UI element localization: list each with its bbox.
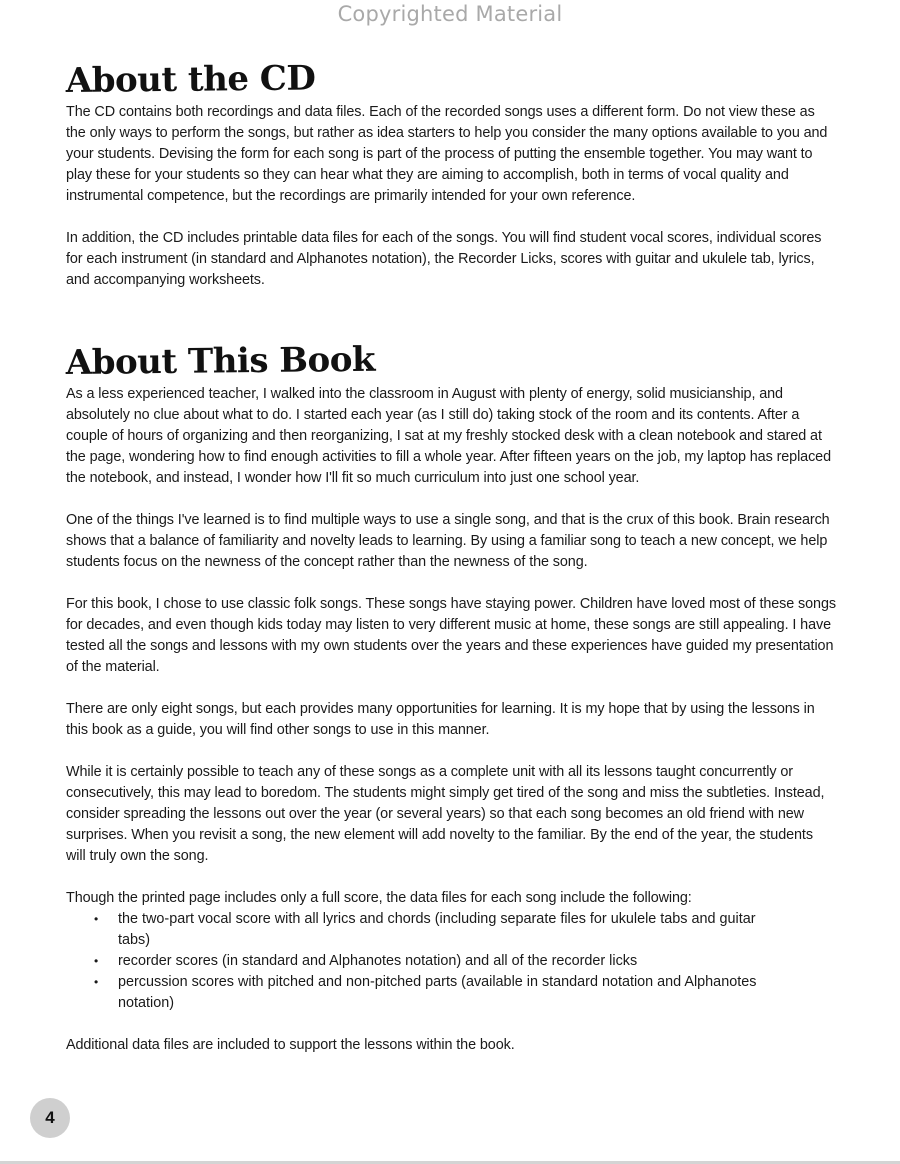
list-item: • recorder scores (in standard and Alphanotes notation) and all of the recorder licks (94, 951, 768, 972)
data-files-list (66, 909, 836, 1014)
about-book-section (65, 339, 836, 1056)
paragraph: The CD contains both recordings and data files. Each of the recorded songs uses a different form. Do not view these as the only ways to perform the songs, but rather as idea starters to help you consider the many options available to you and your students. Devising the form for each song is part of the process of putting the ensemble together. You may want to play these for your students so they can hear what they are aiming to accomplish, both in terms of vocal quality and instrumental competence, but the recordings are primarily intended for your own reference. (66, 104, 828, 204)
paragraph: In addition, the CD includes printable data files for each of the songs. You will find student vocal scores, individual scores for each instrument (in standard and Alphanotes notation), the Recorder Licks, scores with guitar and ukulele tab, lyrics, and accompanying worksheets. (66, 230, 822, 288)
page-number: 4 (45, 1108, 55, 1127)
paragraph: While it is certainly possible to teach any of these songs as a complete unit with all its lessons taught concurrently or consecutively, this may lead to boredom. The students might simply get tired of the song and miss the subtleties. Instead, consider spreading the lessons out over the year (or several years) so that each song becomes an old friend with new surprises. When you revisit a song, the new element will add novelty to the familiar. By the end of the year, the students will truly own the song. (66, 764, 825, 864)
list-item: • the two-part vocal score with all lyrics and chords (including separate files for ukulele tabs and guitar tabs) (94, 909, 768, 951)
about-cd-section (65, 58, 836, 291)
section-title-about-cd: About the CD (65, 58, 316, 101)
list-item: • percussion scores with pitched and non-pitched parts (available in standard notation and Alphanotes notation) (94, 972, 768, 1014)
paragraph: For this book, I chose to use classic folk songs. These songs have staying power. Children have loved most of these songs for decades, and even though kids today may listen to very different music at home, these songs are still appealing. I have tested all the songs and lessons with my own students over the years and these experiences have guided my presentation of the material. (66, 596, 836, 675)
paragraph: There are only eight songs, but each provides many opportunities for learning. It is my hope that by using the lessons in this book as a guide, you will find other songs to use in this manner. (66, 701, 815, 738)
paragraph: As a less experienced teacher, I walked into the classroom in August with plenty of energy, solid musicianship, and absolutely no clue about what to do. I started each year (as I still do) taking stock of the room and its contents. After a couple of hours of organizing and then reorganizing, I sat at my freshly stocked desk with a clean notebook and stared at the page, wondering how to find enough activities to fill a whole year. After fifteen years on the job, my laptop has replaced the notebook, and instead, I wonder how I'll fit so much curriculum into just one school year. (66, 386, 831, 486)
copyright-watermark: Copyrighted Material (337, 2, 563, 26)
section-title-about-book: About This Book (65, 339, 376, 383)
closing-paragraph: Additional data files are included to support the lessons within the book. (66, 1037, 515, 1053)
paragraph: One of the things I've learned is to find multiple ways to use a single song, and that is the crux of this book. Brain research shows that a balance of familiarity and novelty leads to learning. By using a familiar song to teach a new concept, we help students focus on the newness of the concept rather than the newness of the song. (66, 512, 830, 570)
paragraph: Though the printed page includes only a full score, the data files for each song include the following: (66, 890, 692, 906)
page-number-badge (30, 1098, 70, 1138)
